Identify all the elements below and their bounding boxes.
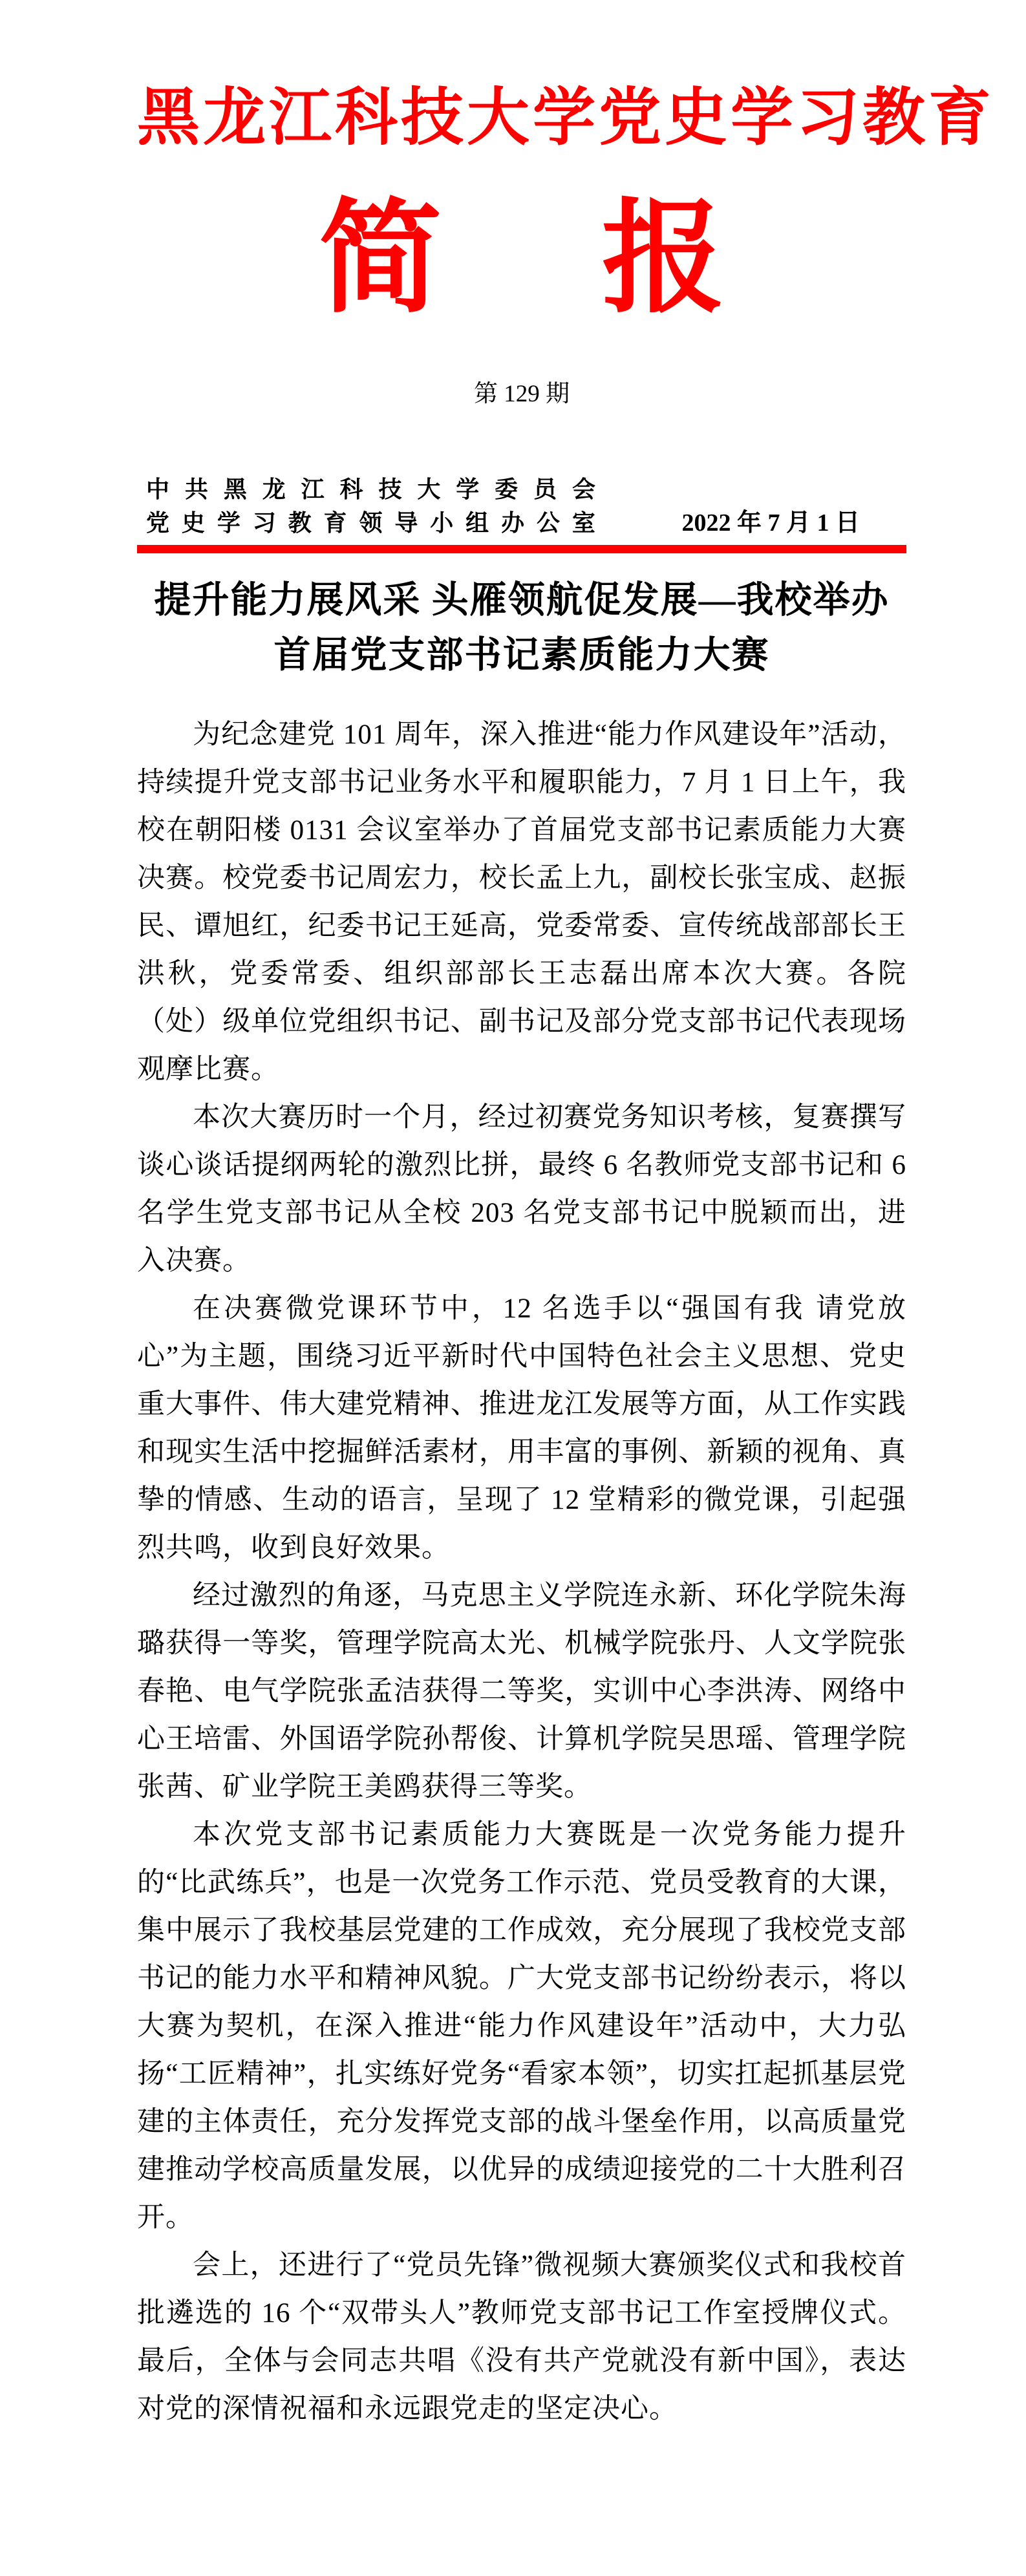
issue-number: 第 129 期 [474,381,570,407]
masthead-title: 黑龙江科技大学党史学习教育 [137,83,994,153]
paragraph-5: 本次党支部书记素质能力大赛既是一次党务能力提升的“比武练兵”，也是一次党务工作示范、党员受教育的大课，集中展示了我校基层党建的工作成效，充分展现了我校党支部书记的能力水平和精神风貌。广大党支部书记纷纷表示，将以大赛为契机，在深入推进“能力作风建设年”活动中，大力弘扬“工匠精神”，扎实练好党务“看家本领”，切实扛起抓基层党建的主体责任，充分发挥党支部的战斗堡垒作用，以高质量党建推动学校高质量发展，以优异的成绩迎接党的二十大胜利召开。 [137,1820,906,2233]
masthead-divider [137,545,906,553]
issuing-org [146,473,595,540]
article [137,573,906,2433]
paragraph-3: 在决赛微党课环节中，12 名选手以“强国有我 请党放心”为主题，围绕习近平新时代中国特色社会主义思想、党史重大事件、伟大建党精神、推进龙江发展等方面，从工作实践和现实生活中挖掘鲜活素材，用丰富的事例、新颖的视角、真挚的情感、生动的语言，呈现了 12 堂精彩的微党课，引起强烈共鸣，收到良好效果。 [137,1293,906,1563]
org-date-row [137,473,906,540]
paragraph-6: 会上，还进行了“党员先锋”微视频大赛颁奖仪式和我校首批遴选的 16 个“双带头人”教师党支部书记工作室授牌仪式。最后，全体与会同志共唱《没有共产党就没有新中国》，表达对党的深情祝福和永远跟党走的坚定决心。 [137,2250,906,2424]
bulletin-title: 简 报 [319,192,725,328]
article-title [137,573,906,683]
issuing-org-line-1: 中 共 黑 龙 江 科 技 大 学 委 员 会 [146,476,595,502]
issue-date: 2022 年 7 月 1 日 [681,509,860,537]
paragraph-4: 经过激烈的角逐，马克思主义学院连永新、环化学院朱海璐获得一等奖，管理学院高太光、机械学院张丹、人文学院张春艳、电气学院张孟洁获得二等奖，实训中心李洪涛、网络中心王培雷、外国语学院孙帮俊、计算机学院吴思瑶、管理学院张茜、矿业学院王美鸥获得三等奖。 [137,1581,906,1802]
article-body [137,711,906,2433]
masthead [137,0,994,553]
paragraph-2: 本次大赛历时一个月，经过初赛党务知识考核，复赛撰写谈心谈话提纲两轮的激烈比拼，最终 6 名教师党支部书记和 6 名学生党支部书记从全校 203 名党支部书记中脱颖而出，进入决赛。 [137,1102,906,1276]
issuing-org-line-2: 党 史 学 习 教 育 领 导 小 组 办 公 室 [146,509,595,536]
article-title-line-1: 提升能力展风采 头雁领航促发展—我校举办 [154,580,890,621]
paragraph-1: 为纪念建党 101 周年，深入推进“能力作风建设年”活动，持续提升党支部书记业务水平和履职能力，7 月 1 日上午，我校在朝阳楼 0131 会议室举办了首届党支部书记素质能力大赛决赛。校党委书记周宏力，校长孟上九，副校长张宝成、赵振民、谭旭红，纪委书记王延高，党委常委、宣传统战部部长王洪秋，党委常委、组织部部长王志磊出席本次大赛。各院（处）级单位党组织书记、副书记及部分党支部书记代表现场观摩比赛。 [137,719,906,1085]
article-title-line-2: 首届党支部书记素质能力大赛 [273,635,770,676]
